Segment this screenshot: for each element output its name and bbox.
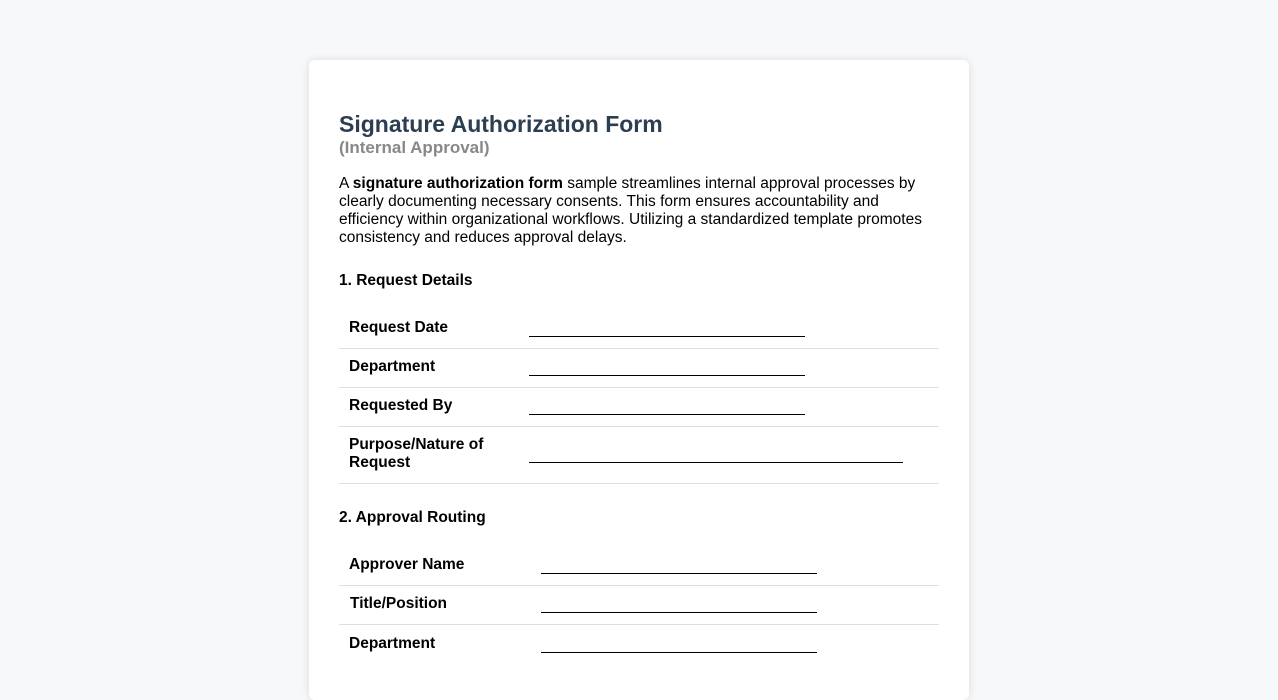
purpose-input-line[interactable] [529,462,903,463]
field-row-title-position [339,586,939,625]
intro-suffix: sample streamlines internal approval processes by clearly documenting necessary consents. This form ensures accountability and efficiency within organizational workflows. Utilizing a standardized template promotes consistency and reduces approval delays. [339,175,922,246]
department-input-line[interactable] [529,375,805,376]
section-title-approval-routing: 2. Approval Routing [339,509,486,526]
form-card [309,60,969,700]
field-label-approver-department: Department [349,635,436,652]
title-position-input-line[interactable] [541,612,817,613]
field-row-approver-department [339,625,939,664]
form-subtitle: (Internal Approval) [339,138,490,157]
field-label-purpose: Purpose/Nature of Request [349,436,484,471]
approver-name-input-line[interactable] [541,573,817,574]
field-row-requested-by [339,388,939,427]
field-row-request-date [339,309,939,349]
intro-bold-term: signature authorization form [352,175,563,192]
field-label-department: Department [349,358,436,375]
field-row-department [339,349,939,388]
form-title: Signature Authorization Form [339,111,663,137]
intro-paragraph [339,175,939,247]
field-label-approver-name: Approver Name [349,556,465,573]
field-label-requested-by: Requested By [349,397,453,414]
requested-by-input-line[interactable] [529,414,805,415]
field-row-approver-name [339,546,939,586]
section-title-request-details: 1. Request Details [339,272,473,289]
request-date-input-line[interactable] [529,336,805,337]
field-row-purpose [339,427,939,484]
field-label-request-date: Request Date [349,319,449,336]
approver-department-input-line[interactable] [541,652,817,653]
intro-prefix: A [339,175,353,192]
field-label-title-position: Title/Position [350,595,448,612]
approval-routing-fields [339,546,939,664]
request-details-fields [339,309,939,484]
